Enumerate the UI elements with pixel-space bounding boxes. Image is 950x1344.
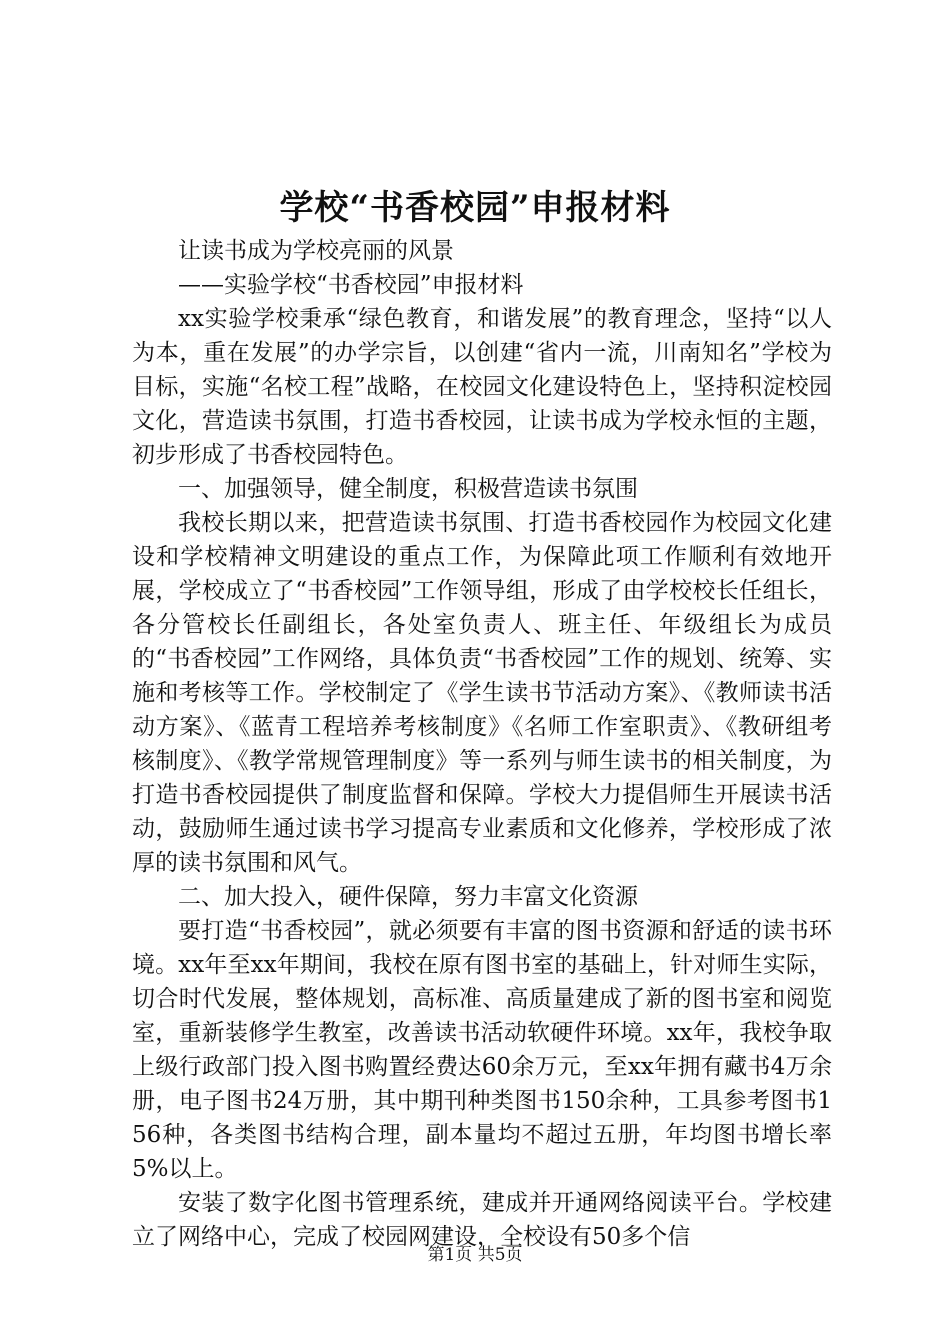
section-2-paragraph: 要打造“书香校园”，就必须要有丰富的图书资源和舒适的读书环境。xx年至xx年期间，我校在原有图书室的基础上，针对师生实际，切合时代发展，整体规划，高标准、高质量建成了新的图书室和阅览室，重新装修学生教室，改善读书活动软硬件环境。xx年，我校争取上级行政部门投入图书购置经费达60余万元，至xx年拥有藏书4万余册，电子图书24万册，其中期刊种类图书150余种，工具参考图书156种，各类图书结构合理，副本量均不超过五册，年均图书增长率5%以上。 — [132, 918, 832, 1182]
document-subtitle: 让读书成为学校亮丽的风景 — [178, 238, 454, 264]
section-heading-2: 二、加大投入，硬件保障，努力丰富文化资源 — [178, 884, 638, 910]
page-footer — [0, 1243, 950, 1267]
page-number: 第1页 共5页 — [427, 1245, 523, 1265]
section-2-paragraph-continued: 安装了数字化图书管理系统，建成并开通网络阅读平台。学校建立了网络中心，完成了校园网建设，全校设有50多个信 — [132, 1190, 832, 1250]
document-title: 学校“书香校园”申报材料 — [279, 188, 671, 228]
section-heading-1: 一、加强领导，健全制度，积极营造读书氛围 — [178, 476, 638, 502]
document-body — [132, 234, 832, 1254]
document-byline: ——实验学校“书香校园”申报材料 — [178, 272, 524, 298]
section-1-paragraph: 我校长期以来，把营造读书氛围、打造书香校园作为校园文化建设和学校精神文明建设的重点工作，为保障此项工作顺利有效地开展，学校成立了“书香校园”工作领导组，形成了由学校校长任组长，各分管校长任副组长，各处室负责人、班主任、年级组长为成员的“书香校园”工作网络，具体负责“书香校园”工作的规划、统筹、实施和考核等工作。学校制定了《学生读书节活动方案》、《教师读书活动方案》、《蓝青工程培养考核制度》《名师工作室职责》、《教研组考核制度》、《教学常规管理制度》等一系列与师生读书的相关制度，为打造书香校园提供了制度监督和保障。学校大力提倡师生开展读书活动，鼓励师生通过读书学习提高专业素质和文化修养，学校形成了浓厚的读书氛围和风气。 — [132, 510, 832, 876]
intro-paragraph: xx实验学校秉承“绿色教育，和谐发展”的教育理念，坚持“以人为本，重在发展”的办学宗旨，以创建“省内一流，川南知名”学校为目标，实施“名校工程”战略，在校园文化建设特色上，坚持积淀校园文化，营造读书氛围，打造书香校园，让读书成为学校永恒的主题，初步形成了书香校园特色。 — [132, 306, 832, 468]
